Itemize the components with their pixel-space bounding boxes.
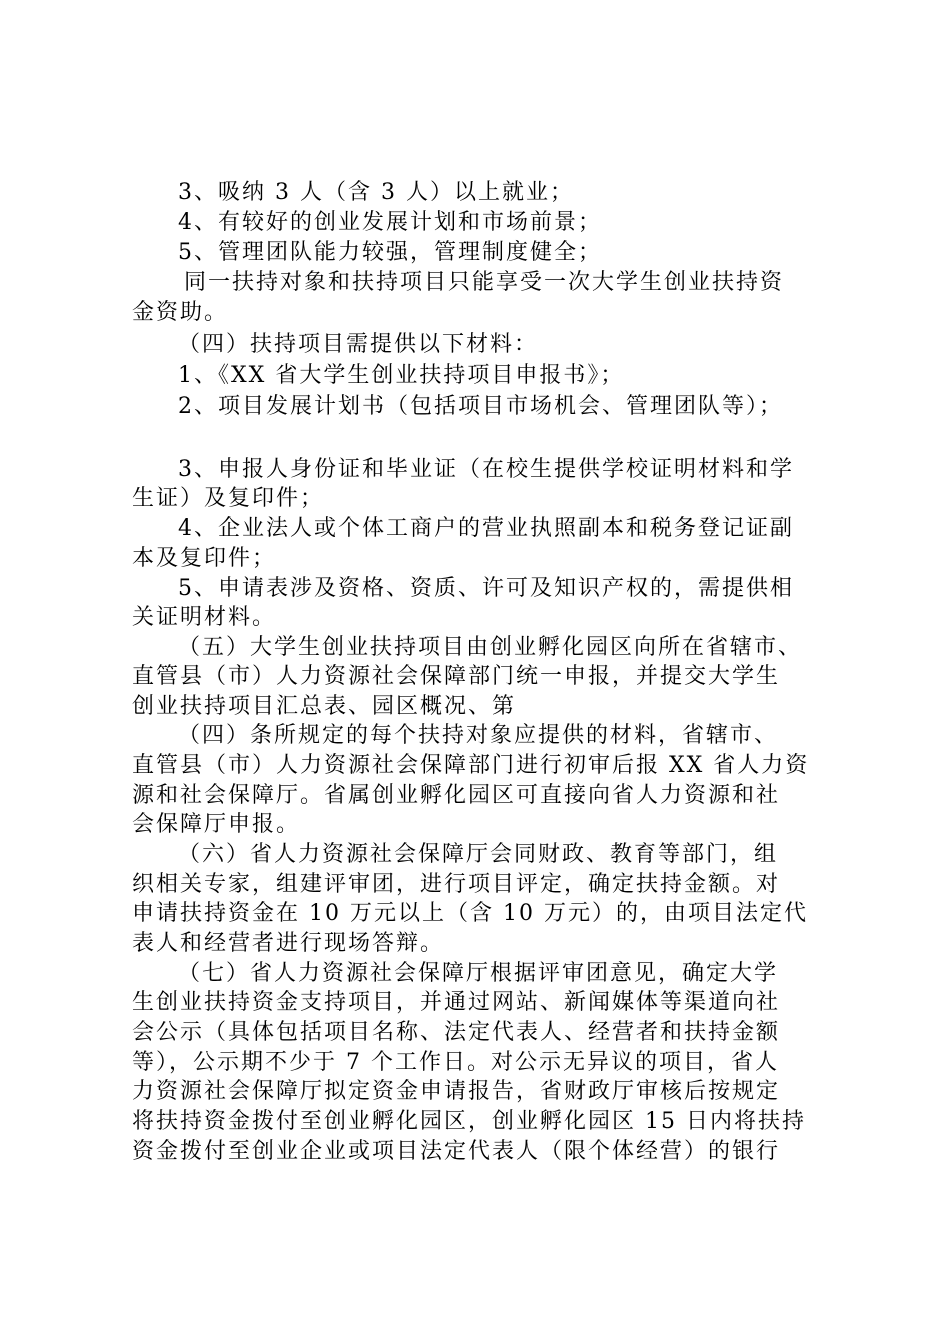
text-line: 2、项目发展计划书（包括项目市场机会、管理团队等）；: [178, 394, 783, 419]
text-line: 生证）及复印件；: [132, 486, 325, 511]
text-line: 1、《XX 省大学生创业扶持项目申报书》；: [178, 363, 625, 388]
text-line: 3、吸纳 3 人（含 3 人）以上就业；: [178, 180, 574, 205]
text-line: （五）大学生创业扶持项目由创业孵化园区向所在省辖市、: [178, 635, 803, 660]
text-line: 源和社会保障厅。省属创业孵化园区可直接向省人力资源和社: [132, 783, 781, 808]
text-line: （四）条所规定的每个扶持对象应提供的材料，省辖市、: [178, 723, 779, 748]
text-line: 直管县（市）人力资源社会保障部门统一申报，并提交大学生: [132, 664, 781, 689]
text-line: （四）扶持项目需提供以下材料：: [178, 332, 539, 357]
text-line: 申请扶持资金在 10 万元以上（含 10 万元）的，由项目法定代: [132, 901, 808, 926]
text-line: （六）省人力资源社会保障厅会同财政、教育等部门，组: [178, 842, 779, 867]
text-line: 本及复印件；: [132, 546, 277, 571]
text-line: 生创业扶持资金支持项目，并通过网站、新闻媒体等渠道向社: [132, 990, 781, 1015]
text-line: 等），公示期不少于 7 个工作日。对公示无异议的项目，省人: [132, 1050, 779, 1075]
text-line: 5、管理团队能力较强，管理制度健全；: [178, 240, 602, 265]
text-line: 会公示（具体包括项目名称、法定代表人、经营者和扶持金额: [132, 1020, 781, 1045]
text-line: 4、有较好的创业发展计划和市场前景；: [178, 210, 602, 235]
text-line: 金资助。: [132, 300, 229, 325]
text-line: 创业扶持项目汇总表、园区概况、第: [132, 694, 517, 719]
text-line: 关证明材料。: [132, 605, 277, 630]
text-line: 资金拨付至创业企业或项目法定代表人（限个体经营）的银行: [132, 1139, 781, 1164]
text-line: 4、企业法人或个体工商户的营业执照副本和税务登记证副: [178, 516, 794, 541]
text-line: 同一扶持对象和扶持项目只能享受一次大学生创业扶持资: [184, 270, 785, 295]
text-line: 3、申报人身份证和毕业证（在校生提供学校证明材料和学: [178, 457, 794, 482]
text-line: （七）省人力资源社会保障厅根据评审团意见，确定大学: [178, 961, 779, 986]
text-line: 将扶持资金拨付至创业孵化园区，创业孵化园区 15 日内将扶持: [132, 1109, 806, 1134]
text-line: 会保障厅申报。: [132, 812, 301, 837]
text-line: 织相关专家，组建评审团，进行项目评定，确定扶持金额。对: [132, 872, 781, 897]
text-line: 表人和经营者进行现场答辩。: [132, 931, 445, 956]
text-line: 力资源社会保障厅拟定资金申请报告，省财政厅审核后按规定: [132, 1079, 781, 1104]
text-line: 5、申请表涉及资格、资质、许可及知识产权的，需提供相: [178, 576, 794, 601]
text-line: 直管县（市）人力资源社会保障部门进行初审后报 XX 省人力资: [132, 753, 810, 778]
